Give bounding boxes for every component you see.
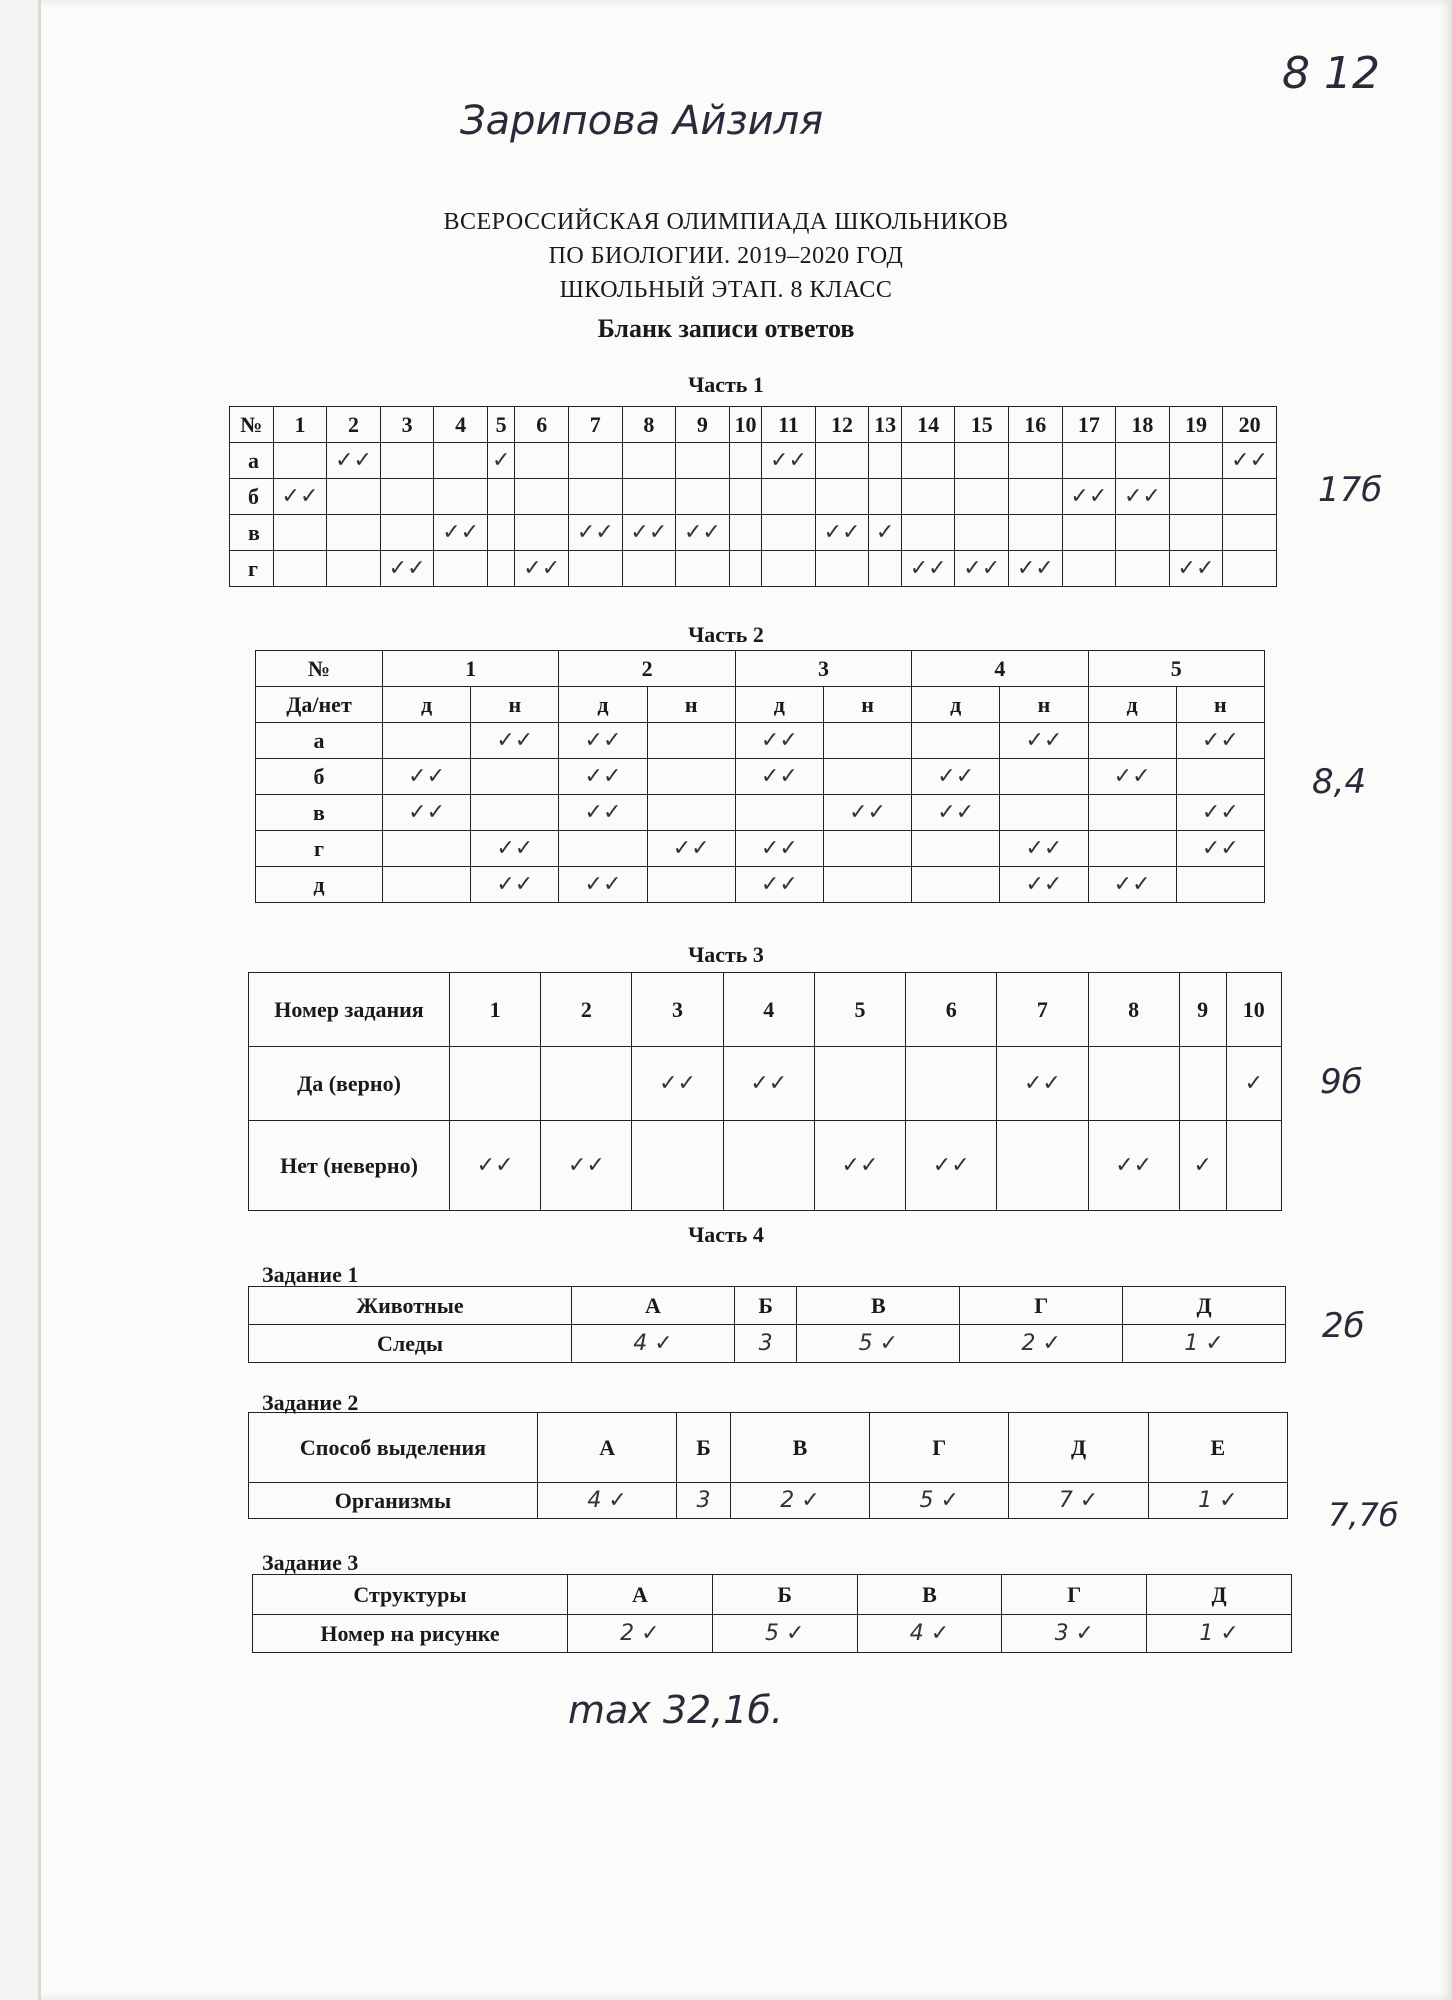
part4-task2-table xyxy=(248,1412,1288,1519)
answer-cell xyxy=(729,479,762,515)
answer-cell xyxy=(487,551,514,587)
answer-cell xyxy=(1226,1121,1281,1211)
answer-cell xyxy=(955,515,1009,551)
answer-cell: ✓✓ xyxy=(1223,443,1277,479)
column-header: 5 xyxy=(814,973,905,1047)
column-header: 3 xyxy=(380,407,434,443)
column-subheader: н xyxy=(471,687,559,723)
row-label: д xyxy=(256,867,383,903)
answer-cell: ✓✓ xyxy=(471,831,559,867)
row-label: в xyxy=(256,795,383,831)
table-row xyxy=(256,867,1265,903)
column-header: 3 xyxy=(632,973,723,1047)
part3-title: Часть 3 xyxy=(688,942,764,967)
column-header: Г xyxy=(870,1413,1009,1483)
answer-cell xyxy=(1169,443,1223,479)
answer-cell: ✓✓ xyxy=(1088,867,1176,903)
answer-cell xyxy=(729,515,762,551)
column-header: 13 xyxy=(869,407,902,443)
answer-cell xyxy=(1062,443,1116,479)
column-header: 1 xyxy=(450,973,541,1047)
answer-cell xyxy=(434,443,488,479)
part4-title: Часть 4 xyxy=(688,1222,764,1247)
column-header: 10 xyxy=(1226,973,1281,1047)
column-header: 2 xyxy=(559,651,735,687)
answer-cell xyxy=(906,1047,997,1121)
answer-cell xyxy=(912,831,1000,867)
answer-cell: ✓✓ xyxy=(568,515,622,551)
column-header: 14 xyxy=(901,407,955,443)
part1-title: Часть 1 xyxy=(688,372,764,397)
answer-cell: ✓✓ xyxy=(823,795,911,831)
row-label: б xyxy=(256,759,383,795)
answer-cell: 1 ✓ xyxy=(1147,1615,1292,1653)
answer-cell xyxy=(647,723,735,759)
column-header: 6 xyxy=(515,407,569,443)
handwritten-score-part4-task2: 7,7б xyxy=(1328,1496,1399,1534)
table-header-row xyxy=(249,1413,1288,1483)
answer-cell xyxy=(487,479,514,515)
answer-cell xyxy=(1223,515,1277,551)
table-header-row xyxy=(249,1287,1286,1325)
answer-cell: 5 ✓ xyxy=(797,1325,960,1363)
answer-cell xyxy=(568,443,622,479)
answer-cell xyxy=(471,759,559,795)
column-subheader: Да/нет xyxy=(256,687,383,723)
answer-cell: ✓✓ xyxy=(632,1047,723,1121)
column-header: 8 xyxy=(1088,973,1179,1047)
answer-cell: ✓✓ xyxy=(515,551,569,587)
column-header: 16 xyxy=(1008,407,1062,443)
answer-cell xyxy=(647,759,735,795)
answer-cell: ✓ xyxy=(487,443,514,479)
answer-cell: ✓✓ xyxy=(814,1121,905,1211)
olympiad-title-line2: ПО БИОЛОГИИ. 2019–2020 ГОД xyxy=(548,243,904,269)
answer-cell: ✓✓ xyxy=(380,551,434,587)
row-label: Следы xyxy=(249,1325,572,1363)
answer-cell xyxy=(559,831,647,867)
answer-cell xyxy=(912,867,1000,903)
answer-cell xyxy=(647,867,735,903)
column-header: 15 xyxy=(955,407,1009,443)
handwritten-student-name: Зарипова Айзиля xyxy=(460,98,824,144)
column-header-task-number: Номер задания xyxy=(249,973,450,1047)
answer-cell xyxy=(487,515,514,551)
column-header: А xyxy=(568,1575,713,1615)
answer-cell xyxy=(1169,515,1223,551)
part2-title: Часть 2 xyxy=(688,622,764,647)
answer-cell xyxy=(869,443,902,479)
column-subheader: н xyxy=(647,687,735,723)
answer-cell xyxy=(515,479,569,515)
answer-cell: ✓✓ xyxy=(273,479,327,515)
table-header-row xyxy=(230,407,1277,443)
part4-task2-title: Задание 2 xyxy=(262,1390,359,1415)
answer-cell xyxy=(1179,1047,1226,1121)
answer-cell: 3 ✓ xyxy=(1002,1615,1147,1653)
answer-cell xyxy=(450,1047,541,1121)
answer-cell xyxy=(901,479,955,515)
column-header: Д xyxy=(1123,1287,1286,1325)
answer-cell xyxy=(273,551,327,587)
answer-cell: ✓✓ xyxy=(559,795,647,831)
answer-cell xyxy=(729,551,762,587)
answer-cell xyxy=(1169,479,1223,515)
answer-cell: ✓ xyxy=(1226,1047,1281,1121)
column-header: № xyxy=(256,651,383,687)
answer-cell xyxy=(622,443,676,479)
table-row xyxy=(230,551,1277,587)
handwritten-max-total: max 32,1б. xyxy=(568,1688,783,1732)
table-row xyxy=(253,1615,1292,1653)
answer-cell: ✓✓ xyxy=(471,723,559,759)
answer-cell: ✓ xyxy=(1179,1121,1226,1211)
answer-cell xyxy=(515,515,569,551)
column-subheader: д xyxy=(559,687,647,723)
table-header-row xyxy=(256,651,1265,687)
column-header: 12 xyxy=(815,407,869,443)
answer-cell xyxy=(1008,515,1062,551)
table-row xyxy=(256,723,1265,759)
answer-cell xyxy=(380,515,434,551)
handwritten-score-part3: 9б xyxy=(1320,1062,1363,1102)
answer-cell xyxy=(327,551,381,587)
table-row xyxy=(230,479,1277,515)
answer-cell xyxy=(434,479,488,515)
column-header: В xyxy=(857,1575,1002,1615)
answer-cell: ✓✓ xyxy=(383,759,471,795)
answer-cell: 3 xyxy=(734,1325,797,1363)
answer-cell xyxy=(997,1121,1088,1211)
answer-cell xyxy=(1088,831,1176,867)
row-header-label: Структуры xyxy=(253,1575,568,1615)
answer-cell: 1 ✓ xyxy=(1123,1325,1286,1363)
column-header: 4 xyxy=(912,651,1088,687)
answer-cell xyxy=(1000,795,1088,831)
column-subheader: н xyxy=(1000,687,1088,723)
olympiad-title-line1: ВСЕРОССИЙСКАЯ ОЛИМПИАДА ШКОЛЬНИКОВ xyxy=(443,209,1009,235)
answer-cell: ✓✓ xyxy=(676,515,730,551)
answer-cell xyxy=(515,443,569,479)
part3-answer-table xyxy=(248,972,1282,1211)
answer-cell xyxy=(434,551,488,587)
answer-cell xyxy=(273,515,327,551)
answer-cell: 3 xyxy=(677,1483,731,1519)
answer-cell: ✓ xyxy=(869,515,902,551)
column-header: В xyxy=(797,1287,960,1325)
column-subheader: д xyxy=(383,687,471,723)
answer-cell: ✓✓ xyxy=(559,759,647,795)
answer-cell: 4 ✓ xyxy=(857,1615,1002,1653)
answer-cell xyxy=(901,443,955,479)
answer-cell: ✓✓ xyxy=(912,759,1000,795)
row-header-label: Животные xyxy=(249,1287,572,1325)
form-title: Бланк записи ответов xyxy=(597,314,855,343)
answer-cell xyxy=(1062,551,1116,587)
answer-cell: ✓✓ xyxy=(434,515,488,551)
answer-cell: ✓✓ xyxy=(955,551,1009,587)
answer-cell xyxy=(1000,759,1088,795)
table-row xyxy=(256,795,1265,831)
column-header: 7 xyxy=(568,407,622,443)
handwritten-score-part1: 17б xyxy=(1318,470,1383,510)
answer-cell xyxy=(622,479,676,515)
answer-cell: ✓✓ xyxy=(327,443,381,479)
answer-cell: ✓✓ xyxy=(762,443,816,479)
answer-cell: ✓✓ xyxy=(906,1121,997,1211)
column-header: 1 xyxy=(383,651,559,687)
column-header: 5 xyxy=(487,407,514,443)
table-row xyxy=(249,1047,1282,1121)
column-header: 6 xyxy=(906,973,997,1047)
column-header: Г xyxy=(960,1287,1123,1325)
answer-cell: 5 ✓ xyxy=(712,1615,857,1653)
part2-answer-table xyxy=(255,650,1265,903)
answer-cell xyxy=(823,759,911,795)
row-header-label: Способ выделения xyxy=(249,1413,538,1483)
answer-cell: ✓✓ xyxy=(1176,723,1264,759)
answer-cell xyxy=(327,515,381,551)
answer-cell xyxy=(762,551,816,587)
answer-cell: 4 ✓ xyxy=(538,1483,677,1519)
answer-cell: ✓✓ xyxy=(912,795,1000,831)
answer-cell: 2 ✓ xyxy=(568,1615,713,1653)
column-subheader: д xyxy=(912,687,1000,723)
column-header: Б xyxy=(734,1287,797,1325)
column-header: 17 xyxy=(1062,407,1116,443)
answer-cell: ✓✓ xyxy=(735,831,823,867)
answer-cell: 5 ✓ xyxy=(870,1483,1009,1519)
answer-cell xyxy=(723,1121,814,1211)
answer-cell xyxy=(869,479,902,515)
table-subheader-row xyxy=(256,687,1265,723)
answer-cell xyxy=(273,443,327,479)
row-label: в xyxy=(230,515,274,551)
handwritten-grade-mark: 8 12 xyxy=(1282,48,1380,99)
answer-cell xyxy=(815,479,869,515)
answer-cell xyxy=(823,831,911,867)
answer-cell: ✓✓ xyxy=(647,831,735,867)
table-header-row xyxy=(253,1575,1292,1615)
answer-cell xyxy=(676,551,730,587)
answer-cell: ✓✓ xyxy=(541,1121,632,1211)
answer-cell: ✓✓ xyxy=(1088,1121,1179,1211)
table-row xyxy=(230,515,1277,551)
part1-answer-table xyxy=(229,406,1277,587)
answer-cell xyxy=(1223,479,1277,515)
column-header: 4 xyxy=(723,973,814,1047)
answer-cell xyxy=(762,479,816,515)
answer-cell xyxy=(735,795,823,831)
answer-cell: ✓✓ xyxy=(901,551,955,587)
table-row xyxy=(249,1325,1286,1363)
column-header: Е xyxy=(1148,1413,1287,1483)
answer-cell xyxy=(1176,867,1264,903)
answer-cell: ✓✓ xyxy=(1000,867,1088,903)
table-row xyxy=(256,759,1265,795)
table-row xyxy=(249,1121,1282,1211)
column-header: Д xyxy=(1009,1413,1148,1483)
column-header: А xyxy=(572,1287,735,1325)
answer-cell xyxy=(1176,759,1264,795)
row-label: а xyxy=(230,443,274,479)
answer-cell: ✓✓ xyxy=(1000,723,1088,759)
answer-cell: ✓✓ xyxy=(1000,831,1088,867)
answer-cell: ✓✓ xyxy=(1008,551,1062,587)
column-header: 10 xyxy=(729,407,762,443)
table-header-row xyxy=(249,973,1282,1047)
answer-cell: ✓✓ xyxy=(1088,759,1176,795)
answer-cell xyxy=(823,867,911,903)
answer-cell: ✓✓ xyxy=(1062,479,1116,515)
column-header: 4 xyxy=(434,407,488,443)
answer-cell xyxy=(1088,1047,1179,1121)
answer-cell xyxy=(380,479,434,515)
column-header: Г xyxy=(1002,1575,1147,1615)
column-header: 18 xyxy=(1116,407,1170,443)
answer-cell xyxy=(814,1047,905,1121)
answer-cell xyxy=(676,479,730,515)
olympiad-title-line3: ШКОЛЬНЫЙ ЭТАП. 8 КЛАСС xyxy=(559,277,893,303)
answer-cell xyxy=(568,479,622,515)
answer-cell xyxy=(327,479,381,515)
answer-cell xyxy=(729,443,762,479)
row-label: г xyxy=(230,551,274,587)
answer-cell xyxy=(955,479,1009,515)
column-header: 9 xyxy=(1179,973,1226,1047)
answer-cell: ✓✓ xyxy=(559,723,647,759)
answer-cell: ✓✓ xyxy=(723,1047,814,1121)
row-label: Да (верно) xyxy=(249,1047,450,1121)
answer-cell: ✓✓ xyxy=(622,515,676,551)
part4-task1-title: Задание 1 xyxy=(262,1262,359,1287)
answer-cell xyxy=(1008,443,1062,479)
row-label: Номер на рисунке xyxy=(253,1615,568,1653)
answer-cell: ✓✓ xyxy=(735,867,823,903)
handwritten-score-part4-task1: 2б xyxy=(1322,1306,1365,1346)
answer-cell xyxy=(622,551,676,587)
column-header: 19 xyxy=(1169,407,1223,443)
answer-cell xyxy=(383,831,471,867)
row-label: а xyxy=(256,723,383,759)
answer-cell: ✓✓ xyxy=(471,867,559,903)
column-header: А xyxy=(538,1413,677,1483)
answer-cell xyxy=(632,1121,723,1211)
answer-cell xyxy=(762,515,816,551)
answer-cell xyxy=(568,551,622,587)
answer-cell xyxy=(912,723,1000,759)
answer-cell xyxy=(1223,551,1277,587)
column-header: 5 xyxy=(1088,651,1265,687)
answer-cell: ✓✓ xyxy=(1169,551,1223,587)
answer-cell: 2 ✓ xyxy=(960,1325,1123,1363)
answer-cell xyxy=(1116,551,1170,587)
answer-cell xyxy=(1116,443,1170,479)
table-row xyxy=(230,443,1277,479)
column-header: 7 xyxy=(997,973,1088,1047)
answer-cell xyxy=(823,723,911,759)
row-label: б xyxy=(230,479,274,515)
answer-cell xyxy=(383,867,471,903)
part4-task3-title: Задание 3 xyxy=(262,1550,359,1575)
part4-task3-table xyxy=(252,1574,1292,1653)
answer-cell xyxy=(1008,479,1062,515)
answer-cell: 2 ✓ xyxy=(730,1483,869,1519)
part4-task1-table xyxy=(248,1286,1286,1363)
answer-cell: ✓✓ xyxy=(1176,795,1264,831)
row-label: г xyxy=(256,831,383,867)
column-subheader: н xyxy=(823,687,911,723)
answer-cell: ✓✓ xyxy=(1176,831,1264,867)
answer-cell xyxy=(815,443,869,479)
column-header: 2 xyxy=(327,407,381,443)
answer-cell: ✓✓ xyxy=(1116,479,1170,515)
answer-cell xyxy=(869,551,902,587)
column-header: 8 xyxy=(622,407,676,443)
column-subheader: д xyxy=(735,687,823,723)
column-header: 20 xyxy=(1223,407,1277,443)
table-row xyxy=(249,1483,1288,1519)
row-label: Нет (неверно) xyxy=(249,1121,450,1211)
answer-cell: ✓✓ xyxy=(815,515,869,551)
answer-cell xyxy=(380,443,434,479)
answer-cell: ✓✓ xyxy=(450,1121,541,1211)
column-header: В xyxy=(730,1413,869,1483)
column-header: 3 xyxy=(735,651,911,687)
answer-cell: ✓✓ xyxy=(735,723,823,759)
column-subheader: н xyxy=(1176,687,1264,723)
answer-cell xyxy=(955,443,1009,479)
column-header: Б xyxy=(677,1413,731,1483)
answer-cell: 7 ✓ xyxy=(1009,1483,1148,1519)
answer-cell: 4 ✓ xyxy=(572,1325,735,1363)
answer-cell: 1 ✓ xyxy=(1148,1483,1287,1519)
answer-cell xyxy=(901,515,955,551)
answer-cell xyxy=(647,795,735,831)
answer-cell xyxy=(471,795,559,831)
answer-cell xyxy=(1088,795,1176,831)
column-header: Д xyxy=(1147,1575,1292,1615)
column-header: 11 xyxy=(762,407,816,443)
answer-cell xyxy=(676,443,730,479)
answer-cell xyxy=(541,1047,632,1121)
column-header: Б xyxy=(712,1575,857,1615)
column-header: 1 xyxy=(273,407,327,443)
column-header-number: № xyxy=(230,407,274,443)
answer-cell xyxy=(1116,515,1170,551)
answer-cell: ✓✓ xyxy=(735,759,823,795)
answer-cell: ✓✓ xyxy=(383,795,471,831)
row-label: Организмы xyxy=(249,1483,538,1519)
column-header: 9 xyxy=(676,407,730,443)
answer-cell: ✓✓ xyxy=(997,1047,1088,1121)
answer-cell xyxy=(815,551,869,587)
handwritten-score-part2: 8,4 xyxy=(1312,762,1367,802)
answer-cell xyxy=(383,723,471,759)
table-row xyxy=(256,831,1265,867)
column-header: 2 xyxy=(541,973,632,1047)
answer-cell xyxy=(1088,723,1176,759)
answer-cell xyxy=(1062,515,1116,551)
column-subheader: д xyxy=(1088,687,1176,723)
answer-cell: ✓✓ xyxy=(559,867,647,903)
